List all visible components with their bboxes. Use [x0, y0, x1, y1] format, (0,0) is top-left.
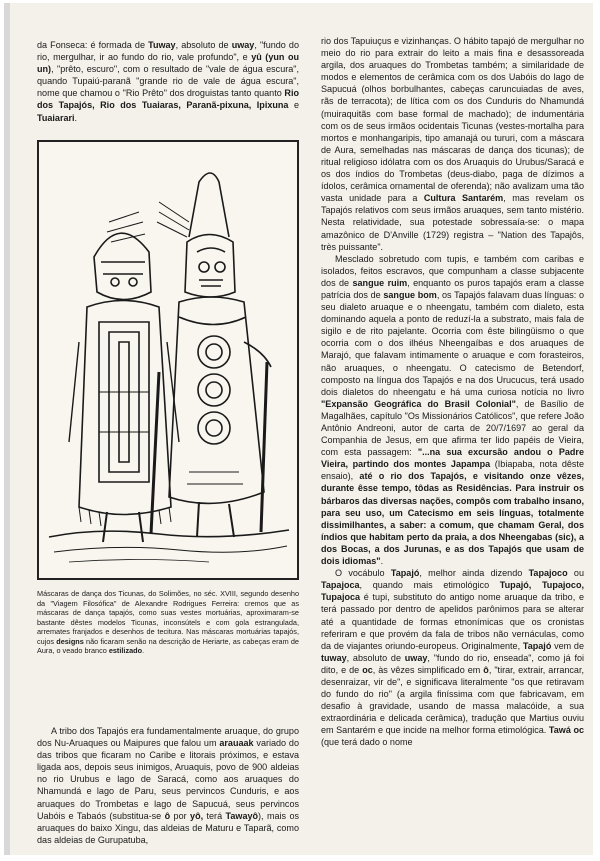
ticuna-masks-illustration	[37, 140, 299, 580]
right-paragraph-2: Mesclado sobretudo com tupis, e também com caribas e isolados, feitos escravos, que compunham a classe subjacente dos de sangue ruim, enquanto os puros tapajós eram a classe patrícia dos de sangue bom, os Tapajós falavam duas línguas: o seu dialeto aruaque e o nheengatu, também com dialeto, esta dominando aquela a ponto de reduzí-la a substrato, mais fala de sigilo e de rito pajelante. Ocorria com êste bilingüismo o que ocorria com o dos ilhéus Nheengaíbas e dos aruaques de Marajó, que falavam intimamente o aruaque e com forasteiros, não aruaques, o nheengatu. O catecismo de Betendorf, composto na língua dos Tapajós e na dos Urucucus, terá usado dois dialetos do nheengatu e há uma curiosa notícia no livro "Expansão Geográfica do Brasil Colonial", de Basílio de Magalhães, capítulo "Os Missionários Católicos", que refere João Antônio Andreoni, autor de carta de 20/7/1697 ao geral da Companhia de Jesus, em que afirma ter lido papéis de Vieira, com esta passagem: "...na sua excursão andou o Padre Vieira, partindo dos montes Japampa (Ibiapaba, nota dêste ensaio), até o rio dos Tapajós, e visitando onze vêzes, durante êsse tempo, tôdas as Residências. Para instruir os bárbaros das diversas nações, compôs com trabalho insano, para seu uso, um Catecismo em seis línguas, totalmente dissimilhantes, a saber: a comum, que chamam Geral, dos índios que habitam perto da praia, a dos Nheengabas (sic), a dos Bocas, a dos Jurunas, e as dos Tapajós que usam de dois idiomas".	[321, 253, 584, 567]
tribe-paragraph: A tribo dos Tapajós era fundamentalmente aruaque, do grupo dos Nu-Aruaques ou Maipures que falou um arauaak variado do das tribos que ficaram no Caribe e litorais próximos, e estava ligada aos, depois seus inimigos, Aruaquis, povo de 900 aldeias no rio Urubus e lago de Saracá, como aos aruaques do Nhamundá e lago de Paru, seus pervincos Cunduris, e aos aruaques do Trombetas e lago de Sapucuá, seus pervincos Uabóis e Tabaós (substitua-se ô por yô, terá Tawayô), mais os aruaques do baixo Xingu, das aldeias de Maturu e Taparã, como das aldeias de Gurupatuba,	[37, 726, 300, 845]
masked-dancers-drawing	[39, 142, 297, 578]
document-page	[7, 3, 593, 855]
figure-caption: Máscaras de dança dos Ticunas, do Solimões, no séc. XVIII, segundo desenho da "Viagem Filosófica" de Alexandre Rodrigues Ferreira: cremos que as máscaras de dança tapajós, como suas vestes mortuárias, aproximaram-se bastante dêstes modelos Ticunas, inconsútels e com gola estrangulada, arremates franjados e desenhos de tecitura. Nas máscaras mortuárias tapajós, cujos designs não ficaram senão na descrição de Heriarte, as cabeças eram de Aura, o veado branco estilizado.	[37, 589, 299, 655]
page-edge	[4, 3, 10, 855]
left-column-body	[37, 725, 299, 846]
right-paragraph-3: O vocábulo Tapajó, melhor ainda dizendo Tapajoco ou Tapajoca, quando mais etimológico Tupajó, Tupajoco, Tupajoca é tupi, substituto do antigo nome aruaque da tribo, e terá passado por dentro de apelidos parônimos para se alterar até a quantidade de formas etnonímicas que os cronistas referiram e que provém da fala de tribos não vernáculas, como da de viajantes oriundo-europeus. Originalmente, Tapajó vem de tuway, absoluto de uway, "fundo do rio, enseada", como já foi dito, e de oc, às vêzes simplificado em ô, "tirar, extrair, arrancar, desenraizar, vir de", e significava literalmente "os que retiravam do fundo do rio" (a argila finíssima com que fabricavam, em desafio à gravidade, usando de massa malacóide, a sua extraordinária e delicada cerâmica), tradução que Martius ouviu em Santarém e que incide na melhor forma etimológica. Tawá oc (que terá dado o nome	[321, 568, 584, 748]
intro-paragraph: da Fonseca: é formada de Tuway, absoluto de uway, "fundo do rio, mergulhar, ir ao fundo do rio, vale profundo", e yû (yun ou un), "prêto, escuro", com o resultado de "vale de água escura", quando Tupaiú-paranã "grande rio de vale de água escura", nome que chamou o "Rio Prêto" dos droguistas tanto quanto Rio dos Tapajós, Rio dos Tuaiaras, Paranã-pixuna, Ipixuna e Tuaiarari.	[37, 40, 300, 123]
right-column	[321, 35, 584, 749]
left-column-intro	[37, 39, 299, 124]
right-paragraph-1: rio dos Tapuiuçus e vizinhanças. O hábito tapajó de mergulhar no meio do rio para extrair do leito a mais fina e desassoreada argila, dos aruaques do Trombetas também; a similaridade de modos e elementos de cerâmica com os dos Uabóis do lago de Sapucuá (olhos borbulhantes, cabeças caruncuiadas de aves, rãs de terracota); de lítica com os dos Cunduris do Nhamundá (muiraquitãs com base formal de machado); de indumentária com os de seus irmãos ocidentais Ticunas (vestes-mortalha para mortos e monhangaripis, tipo amanajá ou tururi, com a máscara de Aura, semelhadas nas máscaras de dança dos ticunas); de ritual religioso idólatra com os dos Aruaquis do Urubus/Saracá e os dos índios do Trombetas (deus-diabo, paga de dízimos a ídolos, cerâmica ornamental de oferenda); não avalizam uma tão vasta unidade para a Cultura Santarém, mas revelam os Tapajós relativos com seus irmãos aruaques, sem tanto mistério. Nesta relatividade, sua potestade sobressaía-se: o mapa amazônico de D'Anville (1729) registra – "Nation des Tapajôs, très puissante".	[321, 36, 584, 252]
